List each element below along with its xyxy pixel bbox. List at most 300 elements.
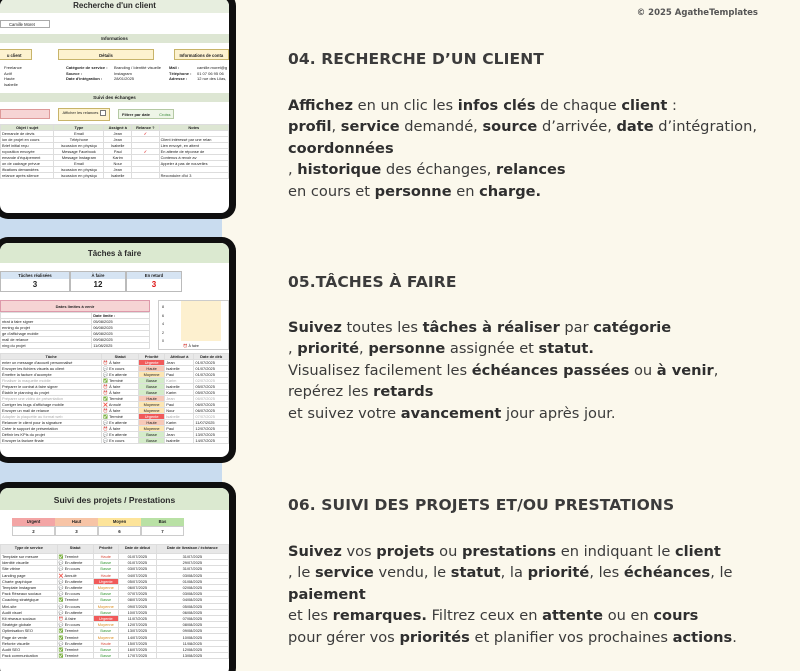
table-cell: 05/07/2025 [194, 390, 229, 396]
sheet-title: Recherche d'un client [0, 0, 229, 13]
stat-label: À faire [71, 272, 125, 279]
table-row[interactable] [1, 173, 229, 179]
status-cell[interactable]: ⏰ À faire [102, 384, 139, 390]
text-run: par [559, 319, 594, 336]
section-description [288, 541, 768, 648]
tasks-table [0, 353, 229, 444]
priority-counts [12, 526, 184, 536]
table-cell: Isabelle [104, 143, 132, 149]
table-cell: Charte graphique [1, 578, 58, 584]
keyword: à venir [656, 361, 714, 379]
status-cell[interactable]: ✅ Terminé [102, 414, 139, 420]
text-run: pour gérer vos [288, 628, 400, 646]
table-cell: 11/08/2025 [92, 343, 150, 349]
status-cell[interactable]: ✅ Terminé [102, 396, 139, 402]
status-cell[interactable]: ❌ Annulé [102, 402, 139, 408]
date-filter[interactable]: Filtrer par date Croiss [118, 109, 174, 119]
deadlines-panel [0, 300, 150, 350]
sheet-title: Suivi des projets / Prestations [0, 488, 229, 510]
table-cell: Email [54, 161, 104, 167]
priority-cell[interactable]: Moyenne [139, 426, 165, 432]
table-cell: 01/07/2025 [119, 554, 157, 560]
table-cell: 10/08/2025 [156, 634, 228, 640]
stat-value: 3 [1, 279, 69, 291]
priority-cell[interactable]: Basse [93, 560, 118, 566]
column-header: Attribué à [165, 354, 194, 360]
table-cell [132, 173, 160, 179]
priority-cell[interactable]: Moyenne [139, 408, 165, 414]
projects-table [0, 544, 229, 659]
table-cell: 17/07/2025 [119, 653, 157, 659]
table-cell: Pack Réseaux sociaux [1, 591, 58, 597]
filter-dropdown[interactable] [0, 109, 50, 119]
status-cell[interactable]: ✅ Terminé [57, 597, 93, 603]
section-heading: 05.TÂCHES À FAIRE [288, 273, 457, 291]
table-cell: enning du projet [1, 325, 92, 331]
priority-cell[interactable]: Haute [139, 396, 165, 402]
table-cell: Contenus à revoir av [159, 155, 228, 161]
deadlines-title: Dates limites à venir [0, 300, 150, 312]
table-cell: 11/07/2025 [119, 615, 157, 621]
detail-value: Branding / Identité visuelle [114, 65, 161, 70]
table-cell: 31/07/2025 [156, 554, 228, 560]
text-run: , le [288, 564, 315, 582]
table-cell: 05/08/2025 [156, 603, 228, 609]
table-cell: 10/07/2025 [119, 609, 157, 615]
table-cell: iscussion en physiqu [54, 143, 104, 149]
priority-cell[interactable]: Moyenne [93, 584, 118, 590]
table-cell: ion de projet en cours [1, 137, 54, 143]
keyword: service [314, 564, 374, 582]
stat-card [0, 271, 70, 292]
keyword: statut [450, 564, 501, 582]
text-run: demandé, [399, 118, 483, 136]
detail-value: Source : [66, 70, 83, 76]
table-cell: 13/08/2025 [156, 653, 228, 659]
table-cell: Paul [165, 426, 194, 432]
keyword: priorité [297, 340, 360, 358]
priority-header: Bas [141, 518, 184, 526]
table-cell: Refonte visuelle [1, 640, 58, 646]
detail-value: Instagram [114, 70, 132, 76]
priority-header: Haut [55, 518, 98, 526]
status-cell[interactable]: 💬 En attente [57, 640, 93, 646]
keyword: retards [373, 383, 434, 401]
status-cell[interactable]: 💬 En cours [57, 603, 93, 609]
table-cell: ge d'affichage mobile [1, 331, 92, 337]
keyword: profil [288, 118, 332, 136]
table-cell: enter un message d'accueil personnalisé [1, 360, 102, 366]
detail-value: Catégorie de service : [66, 65, 108, 70]
detail-value: Isabelle [4, 81, 18, 87]
table-cell: Finaliser la maquette mobile [1, 378, 102, 384]
table-cell: Paul [104, 149, 132, 155]
stat-card [70, 271, 126, 292]
table-row[interactable] [1, 653, 229, 659]
priority-cell[interactable]: Basse [93, 591, 118, 597]
table-cell: Paul [165, 402, 194, 408]
table-cell: 06/07/2025 [194, 396, 229, 402]
table-cell: 12/07/2025 [119, 622, 157, 628]
text-run: , [331, 118, 341, 136]
status-cell[interactable]: ✅ Terminé [57, 653, 93, 659]
priority-cell[interactable]: Basse [93, 566, 118, 572]
detail-value: Actif [4, 70, 12, 76]
column-header: Type de service [1, 545, 58, 554]
priority-cell[interactable]: Haute [139, 420, 165, 426]
priority-cell[interactable]: Basse [139, 390, 165, 396]
priority-cell[interactable]: Basse [93, 646, 118, 652]
table-cell: 09/08/2025 [92, 337, 150, 343]
detail-value: Mail : [169, 65, 180, 70]
table-cell: 08/08/2025 [156, 622, 228, 628]
priority-cell[interactable]: Moyenne [93, 634, 118, 640]
status-cell[interactable]: 💬 En cours [57, 622, 93, 628]
table-cell: 11/08/2025 [156, 640, 228, 646]
table-cell: Préparer une vidéo de présentation [1, 396, 102, 402]
priority-cell[interactable]: Urgente [139, 414, 165, 420]
keyword: priorité [527, 564, 590, 582]
table-cell: 02/08/2025 [156, 584, 228, 590]
section-description [288, 317, 768, 424]
table-cell: Site vitrine [1, 566, 58, 572]
table-cell: Jean [165, 360, 194, 366]
table-cell: Email [54, 131, 104, 137]
status-cell[interactable]: 💬 En attente [57, 609, 93, 615]
table-cell: Template Instagram [1, 584, 58, 590]
axis-tick: 0 [162, 339, 164, 344]
status-cell[interactable]: 💬 En attente [102, 420, 139, 426]
table-cell: Client intéressé par une relan [159, 137, 228, 143]
table-cell: 06/08/2025 [92, 325, 150, 331]
table-cell: 16/07/2025 [119, 646, 157, 652]
table-cell: roposition envoyée [1, 149, 54, 155]
table-cell: 11/07/2025 [194, 420, 229, 426]
table-cell: Appeler à pas de nouvelles [159, 161, 228, 167]
status-cell[interactable]: ✅ Terminé [57, 646, 93, 652]
table-cell: 05/08/2025 [92, 319, 150, 325]
table-cell: 01/07/2025 [194, 366, 229, 372]
table-cell: 12/08/2025 [156, 646, 228, 652]
priority-count: 7 [141, 526, 184, 536]
status-cell[interactable]: ⏰ À faire [102, 360, 139, 366]
table-cell: ifications demandées [1, 167, 54, 173]
priority-cell[interactable]: Urgente [93, 615, 118, 621]
table-cell: mail de relance [1, 337, 92, 343]
axis-tick: 4 [162, 322, 164, 327]
text-run: , la [500, 564, 528, 582]
keyword: prestations [461, 543, 557, 560]
projects-preview [0, 482, 236, 671]
keyword: tâches à réaliser [422, 319, 560, 336]
priority-count: 6 [98, 526, 141, 536]
column-header: Priorité [93, 545, 118, 554]
section-client: u client [0, 49, 32, 60]
table-cell: Isabelle [165, 384, 194, 390]
status-cell[interactable]: ✅ Terminé [57, 554, 93, 560]
status-cell[interactable]: ⏰ À faire [102, 408, 139, 414]
table-cell: Jean [104, 137, 132, 143]
keyword: attente [542, 607, 604, 625]
table-row[interactable] [1, 137, 229, 143]
priority-cell[interactable]: Basse [139, 432, 165, 438]
table-cell: Reconduire d'ici 3 [159, 173, 228, 179]
priority-cell[interactable]: Basse [93, 597, 118, 603]
detail-value: 01 07 06 95 06 [197, 70, 224, 76]
text-run: , repérez les [288, 361, 719, 401]
status-cell[interactable]: 💬 En attente [102, 372, 139, 378]
table-cell: 14/07/2025 [119, 634, 157, 640]
section-heading: 06. SUIVI DES PROJETS ET/OU PRESTATIONS [288, 496, 675, 514]
status-cell[interactable]: ✅ Terminé [57, 628, 93, 634]
keyword: échéances [623, 564, 711, 582]
section-description [288, 95, 768, 202]
table-cell: ning du projet [1, 343, 92, 349]
column-header: Date de déb [194, 354, 229, 360]
priority-cell[interactable]: Basse [139, 378, 165, 384]
keyword: personne [368, 340, 446, 358]
table-cell: Lien envoyé, en attent [159, 143, 228, 149]
keyword: date [616, 118, 654, 136]
status-cell[interactable]: 💬 En cours [57, 591, 93, 597]
show-reminders-label: Afficher les relances [62, 109, 99, 115]
status-cell[interactable]: ⏰ À faire [102, 426, 139, 432]
table-row[interactable] [1, 155, 229, 161]
status-cell[interactable]: 💬 En cours [57, 566, 93, 572]
text-run: vendu, le [373, 564, 451, 582]
status-cell[interactable]: 💬 En attente [57, 584, 93, 590]
client-search-sheet [0, 0, 229, 213]
detail-value: Freelance [4, 65, 22, 70]
table-cell: 06/07/2025 [194, 408, 229, 414]
status-cell[interactable]: 💬 En attente [57, 560, 93, 566]
table-cell: Template sur mesure [1, 554, 58, 560]
table-cell: 07/07/2025 [194, 414, 229, 420]
column-header: Objet / sujet [1, 125, 54, 131]
task-stats [0, 271, 229, 292]
priority-cell[interactable]: Haute [139, 366, 165, 372]
table-cell: 29/07/2025 [156, 560, 228, 566]
table-cell: iscussion en physiqu [54, 167, 104, 173]
table-cell: 03/08/2025 [156, 572, 228, 578]
keyword: client [621, 97, 668, 114]
reminders-checkbox[interactable] [100, 110, 106, 116]
table-cell: Définir les KPIs du projet [1, 432, 102, 438]
copyright-text: © 2025 AgatheTemplates [636, 8, 758, 18]
table-cell: Isabelle [104, 173, 132, 179]
priority-cell[interactable]: Basse [139, 438, 165, 444]
text-run: , [288, 161, 298, 179]
table-cell: 06/08/2025 [156, 609, 228, 615]
text-run: Visualisez facilement les [288, 361, 472, 379]
axis-tick: 6 [162, 313, 164, 318]
text-run: des échanges, [381, 161, 496, 179]
table-cell: Message Instagram [54, 155, 104, 161]
table-cell: Paul [165, 372, 194, 378]
text-run: ou [629, 361, 657, 379]
tasks-preview [0, 237, 236, 463]
priority-cell[interactable]: Moyenne [93, 622, 118, 628]
table-cell: 07/08/2025 [156, 615, 228, 621]
table-cell: 01/07/2025 [194, 372, 229, 378]
table-cell: Envoyer les fichiers visuels au client [1, 366, 102, 372]
text-run: , [288, 340, 298, 358]
status-cell[interactable]: 💬 En cours [102, 366, 139, 372]
column-header: Notes [159, 125, 228, 131]
table-cell: Mini-site [1, 603, 58, 609]
table-cell: 04/08/2025 [156, 597, 228, 603]
table-cell: Nour [165, 408, 194, 414]
table-cell: 13/07/2025 [119, 628, 157, 634]
table-cell: ✓ [132, 131, 160, 137]
table-cell: Isabelle [165, 414, 194, 420]
table-cell: 13/07/2025 [194, 432, 229, 438]
table-cell: Audit SEO [1, 646, 58, 652]
keyword: catégorie [593, 319, 672, 336]
keyword: Suivez [288, 319, 342, 336]
status-cell[interactable]: ⏰ À faire [57, 615, 93, 621]
table-cell: Jean [165, 432, 194, 438]
status-cell[interactable]: 💬 En attente [102, 432, 139, 438]
priority-cell[interactable]: Basse [93, 628, 118, 634]
priority-cell[interactable]: Urgente [139, 360, 165, 366]
column-header: Statut [57, 545, 93, 554]
table-cell: 04/07/2025 [119, 572, 157, 578]
table-cell: 15/07/2025 [119, 640, 157, 646]
priority-count: 2 [12, 526, 55, 536]
text-run: et planifier vos prochaines [469, 628, 673, 646]
keyword: service [340, 118, 400, 136]
table-cell: Page de vente [1, 634, 58, 640]
priority-cell[interactable]: Basse [93, 609, 118, 615]
table-cell: Établir le planning du projet [1, 390, 102, 396]
detail-value: 12 rue des Lilas, [197, 76, 227, 82]
column-header: Statut [102, 354, 139, 360]
stat-label: En retard [127, 272, 181, 279]
keyword: paiement [288, 585, 366, 603]
section-contact: Informations de conta [174, 49, 229, 60]
chart-legend: ⏰ À faire [183, 344, 199, 348]
status-cell[interactable]: 💬 En cours [102, 438, 139, 444]
section-tasks [288, 273, 768, 424]
keyword: avancement [400, 404, 502, 422]
text-run: de chaque [535, 97, 622, 114]
keyword: charge. [479, 182, 542, 200]
status-cell[interactable]: ✅ Terminé [102, 378, 139, 384]
priority-cell[interactable]: Moyenne [93, 603, 118, 609]
table-cell: 31/07/2025 [156, 566, 228, 572]
text-run: , [359, 340, 369, 358]
table-cell: 01/07/2025 [119, 560, 157, 566]
priority-cell[interactable]: Haute [93, 554, 118, 560]
status-cell[interactable]: ✅ Terminé [57, 634, 93, 640]
table-cell: Demande de devis [1, 131, 54, 137]
priority-cell[interactable]: Moyenne [139, 372, 165, 378]
priority-cell[interactable]: Moyenne [139, 402, 165, 408]
status-cell[interactable]: ❌ Annulé [57, 572, 93, 578]
text-run: en cours et [288, 182, 375, 200]
keyword: coordonnées [288, 139, 394, 157]
priority-count: 3 [55, 526, 98, 536]
column-header: Relance ? [132, 125, 160, 131]
priority-cell[interactable]: Basse [139, 384, 165, 390]
detail-value: 28/01/2025 [114, 76, 135, 82]
text-run: : [667, 97, 677, 114]
client-select[interactable]: Camille Moret [0, 20, 50, 28]
column-header: Date de livraison / échéance [156, 545, 228, 554]
priority-cell[interactable]: Basse [93, 653, 118, 659]
table-cell: Karim [165, 420, 194, 426]
column-header: Date limite : [92, 313, 150, 319]
priority-cell[interactable]: Haute [93, 640, 118, 646]
table-cell: 09/08/2025 [156, 628, 228, 634]
stat-label: Tâches réalisées [1, 272, 69, 279]
keyword: personne [374, 182, 452, 200]
axis-tick: 2 [162, 330, 164, 335]
text-run: toutes les [341, 319, 423, 336]
text-run: jour après jour. [501, 404, 616, 422]
table-cell: 03/07/2025 [119, 566, 157, 572]
exchanges-table [0, 124, 229, 179]
keyword: infos clés [457, 97, 536, 114]
column-header: Assigné à [104, 125, 132, 131]
text-run: vos [341, 543, 377, 560]
stat-value: 12 [71, 279, 125, 291]
table-cell: Adapter la plaquette au format web [1, 414, 102, 420]
status-cell[interactable]: 💬 En attente [57, 578, 93, 584]
table-cell: Envoyer un mail de relance [1, 408, 102, 414]
table-cell: 06/07/2025 [119, 584, 157, 590]
table-cell: 06/07/2025 [194, 402, 229, 408]
table-cell: Kit réseaux sociaux [1, 615, 58, 621]
status-cell[interactable]: ⏰ À faire [102, 390, 139, 396]
keyword: cours [653, 607, 699, 625]
tasks-chart [158, 300, 229, 350]
section-heading: 04. RECHERCHE D’UN CLIENT [288, 50, 544, 68]
priority-headers [12, 518, 184, 526]
show-reminders-toggle[interactable] [58, 108, 110, 121]
table-cell: 07/07/2025 [119, 591, 157, 597]
keyword: source [482, 118, 538, 136]
table-cell: Coaching stratégique [1, 597, 58, 603]
keyword: historique [297, 161, 382, 179]
table-cell: Karim [165, 378, 194, 384]
table-row [1, 343, 150, 349]
table-cell: Isabelle [165, 366, 194, 372]
table-cell: Karim [165, 390, 194, 396]
table-cell: emande d'équipement [1, 155, 54, 161]
table-cell: Identité visuelle [1, 560, 58, 566]
keyword: relances [496, 161, 566, 179]
table-row[interactable] [1, 161, 229, 167]
priority-cell[interactable]: Haute [93, 572, 118, 578]
table-cell: Relancer le client pour la signature [1, 420, 102, 426]
keyword: statut. [538, 340, 594, 358]
table-cell: Brief initial reçu [1, 143, 54, 149]
table-cell: Stratégie globale [1, 622, 58, 628]
table-cell: 14/07/2025 [194, 438, 229, 444]
table-cell: Optimisation SEO [1, 628, 58, 634]
keyword: Suivez [288, 543, 342, 560]
table-row[interactable] [1, 438, 229, 444]
todo-bar [181, 301, 221, 341]
detail-value: camille.moret@g [197, 65, 228, 70]
table-cell: En attente de réponse de [159, 149, 228, 155]
table-cell: Corriger les bugs d'affichage mobile [1, 402, 102, 408]
priority-cell[interactable]: Urgente [93, 578, 118, 584]
detail-value: Téléphone : [169, 70, 192, 76]
client-search-preview [0, 0, 236, 219]
